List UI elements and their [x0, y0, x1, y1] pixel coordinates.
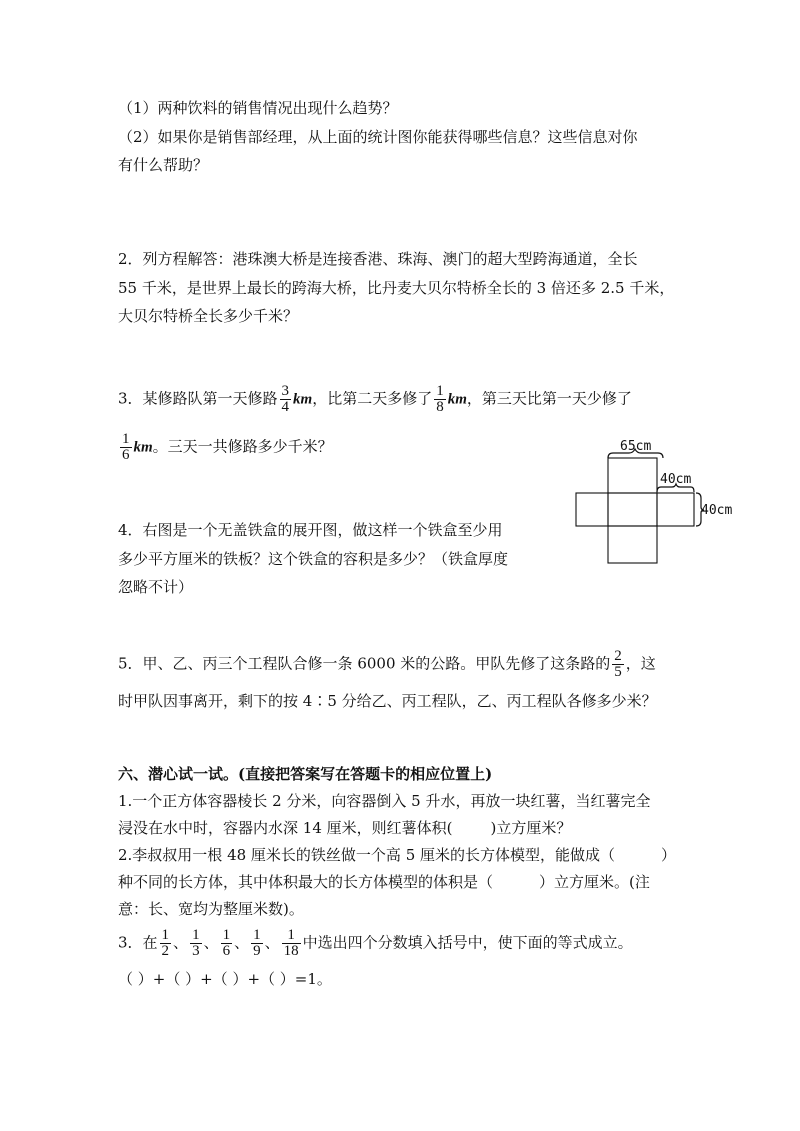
fraction-denominator: 6: [222, 943, 231, 959]
question-3-mid2: ，第三天比第一天少修了: [466, 389, 632, 408]
section-6-p3-line: [118, 928, 633, 959]
fraction-1-8: [434, 384, 446, 415]
net-face-right: [657, 493, 694, 526]
net-face-bottom: [608, 493, 657, 526]
fraction-numerator: 1: [222, 927, 231, 943]
fraction-option: [251, 928, 263, 959]
question-3-prefix: 3．某修路队第一天修路: [118, 389, 278, 408]
separator: 、: [203, 933, 219, 952]
fraction-denominator: 3: [192, 943, 200, 959]
fraction-numerator: 3: [281, 383, 290, 399]
fraction-option: [190, 928, 202, 959]
fraction-numerator: 1: [122, 431, 130, 447]
question-5-text-a: 5．甲、乙、丙三个工程队合修一条 6000 米的公路。甲队先修了这条路的: [118, 654, 611, 673]
sub-question-2-line2: 有什么帮助？: [118, 156, 209, 174]
question-3-mid1: ，比第二天多修了: [312, 389, 433, 408]
question-3-line1: [118, 384, 632, 415]
fraction-denominator: 4: [281, 399, 290, 415]
fraction-numerator: 1: [161, 927, 170, 943]
fraction-denominator: 5: [614, 664, 622, 680]
p2-text-pre: 2.李叔叔用一根 48 厘米长的铁丝做一个高 5 厘米的长方体模型，能做成（: [118, 846, 616, 864]
equation-line: （ ）+（ ）+（ ）+（ ）=1。: [118, 970, 332, 988]
fraction-numerator: 1: [436, 383, 444, 399]
section-6-p2-line2: [118, 871, 650, 893]
question-5-line1: [118, 649, 656, 680]
section-6-p2-line1: [118, 844, 676, 866]
sub-question-2-line1: （2）如果你是销售部经理，从上面的统计图你能获得哪些信息？这些信息对你: [118, 128, 638, 146]
fraction-2-5: [612, 649, 624, 680]
fraction-option: [282, 928, 301, 959]
p1-text-pre: 浸没在水中时，容器内水深 14 厘米，则红薯体积(: [118, 819, 453, 837]
box-net-figure: [570, 432, 750, 602]
p2b-text-post: ）立方厘米。(注: [539, 873, 650, 891]
question-4-line3: 忽略不计）: [118, 578, 194, 596]
separator: 、: [234, 933, 250, 952]
unit-km: km: [293, 391, 313, 408]
question-2-line3: 大贝尔特桥全长多少千米？: [118, 307, 299, 325]
sub-question-1: （1）两种饮料的销售情况出现什么趋势？: [118, 99, 398, 117]
label-65cm: 65cm: [620, 439, 652, 454]
p2b-text-pre: 种不同的长方体，其中体积最大的长方体模型的体积是（: [118, 873, 494, 891]
fraction-numerator: 1: [192, 927, 200, 943]
fraction-3-4: [280, 384, 292, 415]
question-4-line1: 4．右图是一个无盖铁盒的展开图，做这样一个铁盒至少用: [118, 521, 503, 539]
separator: 、: [264, 933, 280, 952]
net-face-top: [608, 458, 657, 493]
question-3-end: 。三天一共修路多少千米？: [152, 437, 333, 456]
fraction-denominator: 18: [283, 943, 299, 959]
unit-km: km: [447, 391, 467, 408]
section-6-p1-line1: 1.一个正方体容器棱长 2 分米，向容器倒入 5 升水，再放一块红薯，当红薯完全: [118, 792, 651, 810]
label-40cm-right: 40cm: [701, 503, 733, 518]
fraction-numerator: 2: [614, 648, 622, 664]
unit-km: km: [133, 439, 153, 456]
section-6-p1-line2: [118, 817, 571, 839]
fraction-numerator: 1: [253, 927, 261, 943]
fraction-denominator: 8: [436, 399, 444, 415]
net-face-left: [576, 493, 608, 526]
separator: 、: [173, 933, 189, 952]
net-face-front: [608, 526, 657, 563]
p2-text-post: ）: [661, 846, 677, 864]
question-5-line2: 时甲队因事离开，剩下的按 4∶5 分给乙、丙工程队，乙、丙工程队各修多少米？: [118, 692, 657, 710]
fraction-option: [160, 928, 172, 959]
p3-text-post: 中选出四个分数填入括号中，使下面的等式成立。: [302, 933, 633, 952]
fraction-denominator: 9: [253, 943, 261, 959]
p1-text-post: )立方厘米？: [490, 819, 572, 837]
section-6-heading: 六、潜心试一试。(直接把答案写在答题卡的相应位置上): [118, 765, 493, 783]
fraction-1-6: [120, 432, 132, 463]
fraction-option: [221, 928, 233, 959]
question-5-text-b: ，这: [625, 654, 656, 673]
question-2-line1: 2．列方程解答：港珠澳大桥是连接香港、珠海、澳门的超大型跨海通道，全长: [118, 250, 638, 268]
fraction-numerator: 1: [287, 927, 295, 943]
label-40cm-mid: 40cm: [660, 472, 692, 487]
fraction-denominator: 2: [161, 943, 170, 959]
question-3-line2: [118, 432, 333, 463]
section-6-p2-line3: 意：长、宽均为整厘米数)。: [118, 900, 304, 918]
p3-text-pre: 3．在: [118, 933, 158, 952]
question-4-line2: 多少平方厘米的铁板？这个铁盒的容积是多少？（铁盒厚度: [118, 550, 509, 568]
fraction-denominator: 6: [122, 447, 130, 463]
question-2-line2: 55 千米，是世界上最长的跨海大桥，比丹麦大贝尔特桥全长的 3 倍还多 2.5 千米，: [118, 279, 675, 297]
